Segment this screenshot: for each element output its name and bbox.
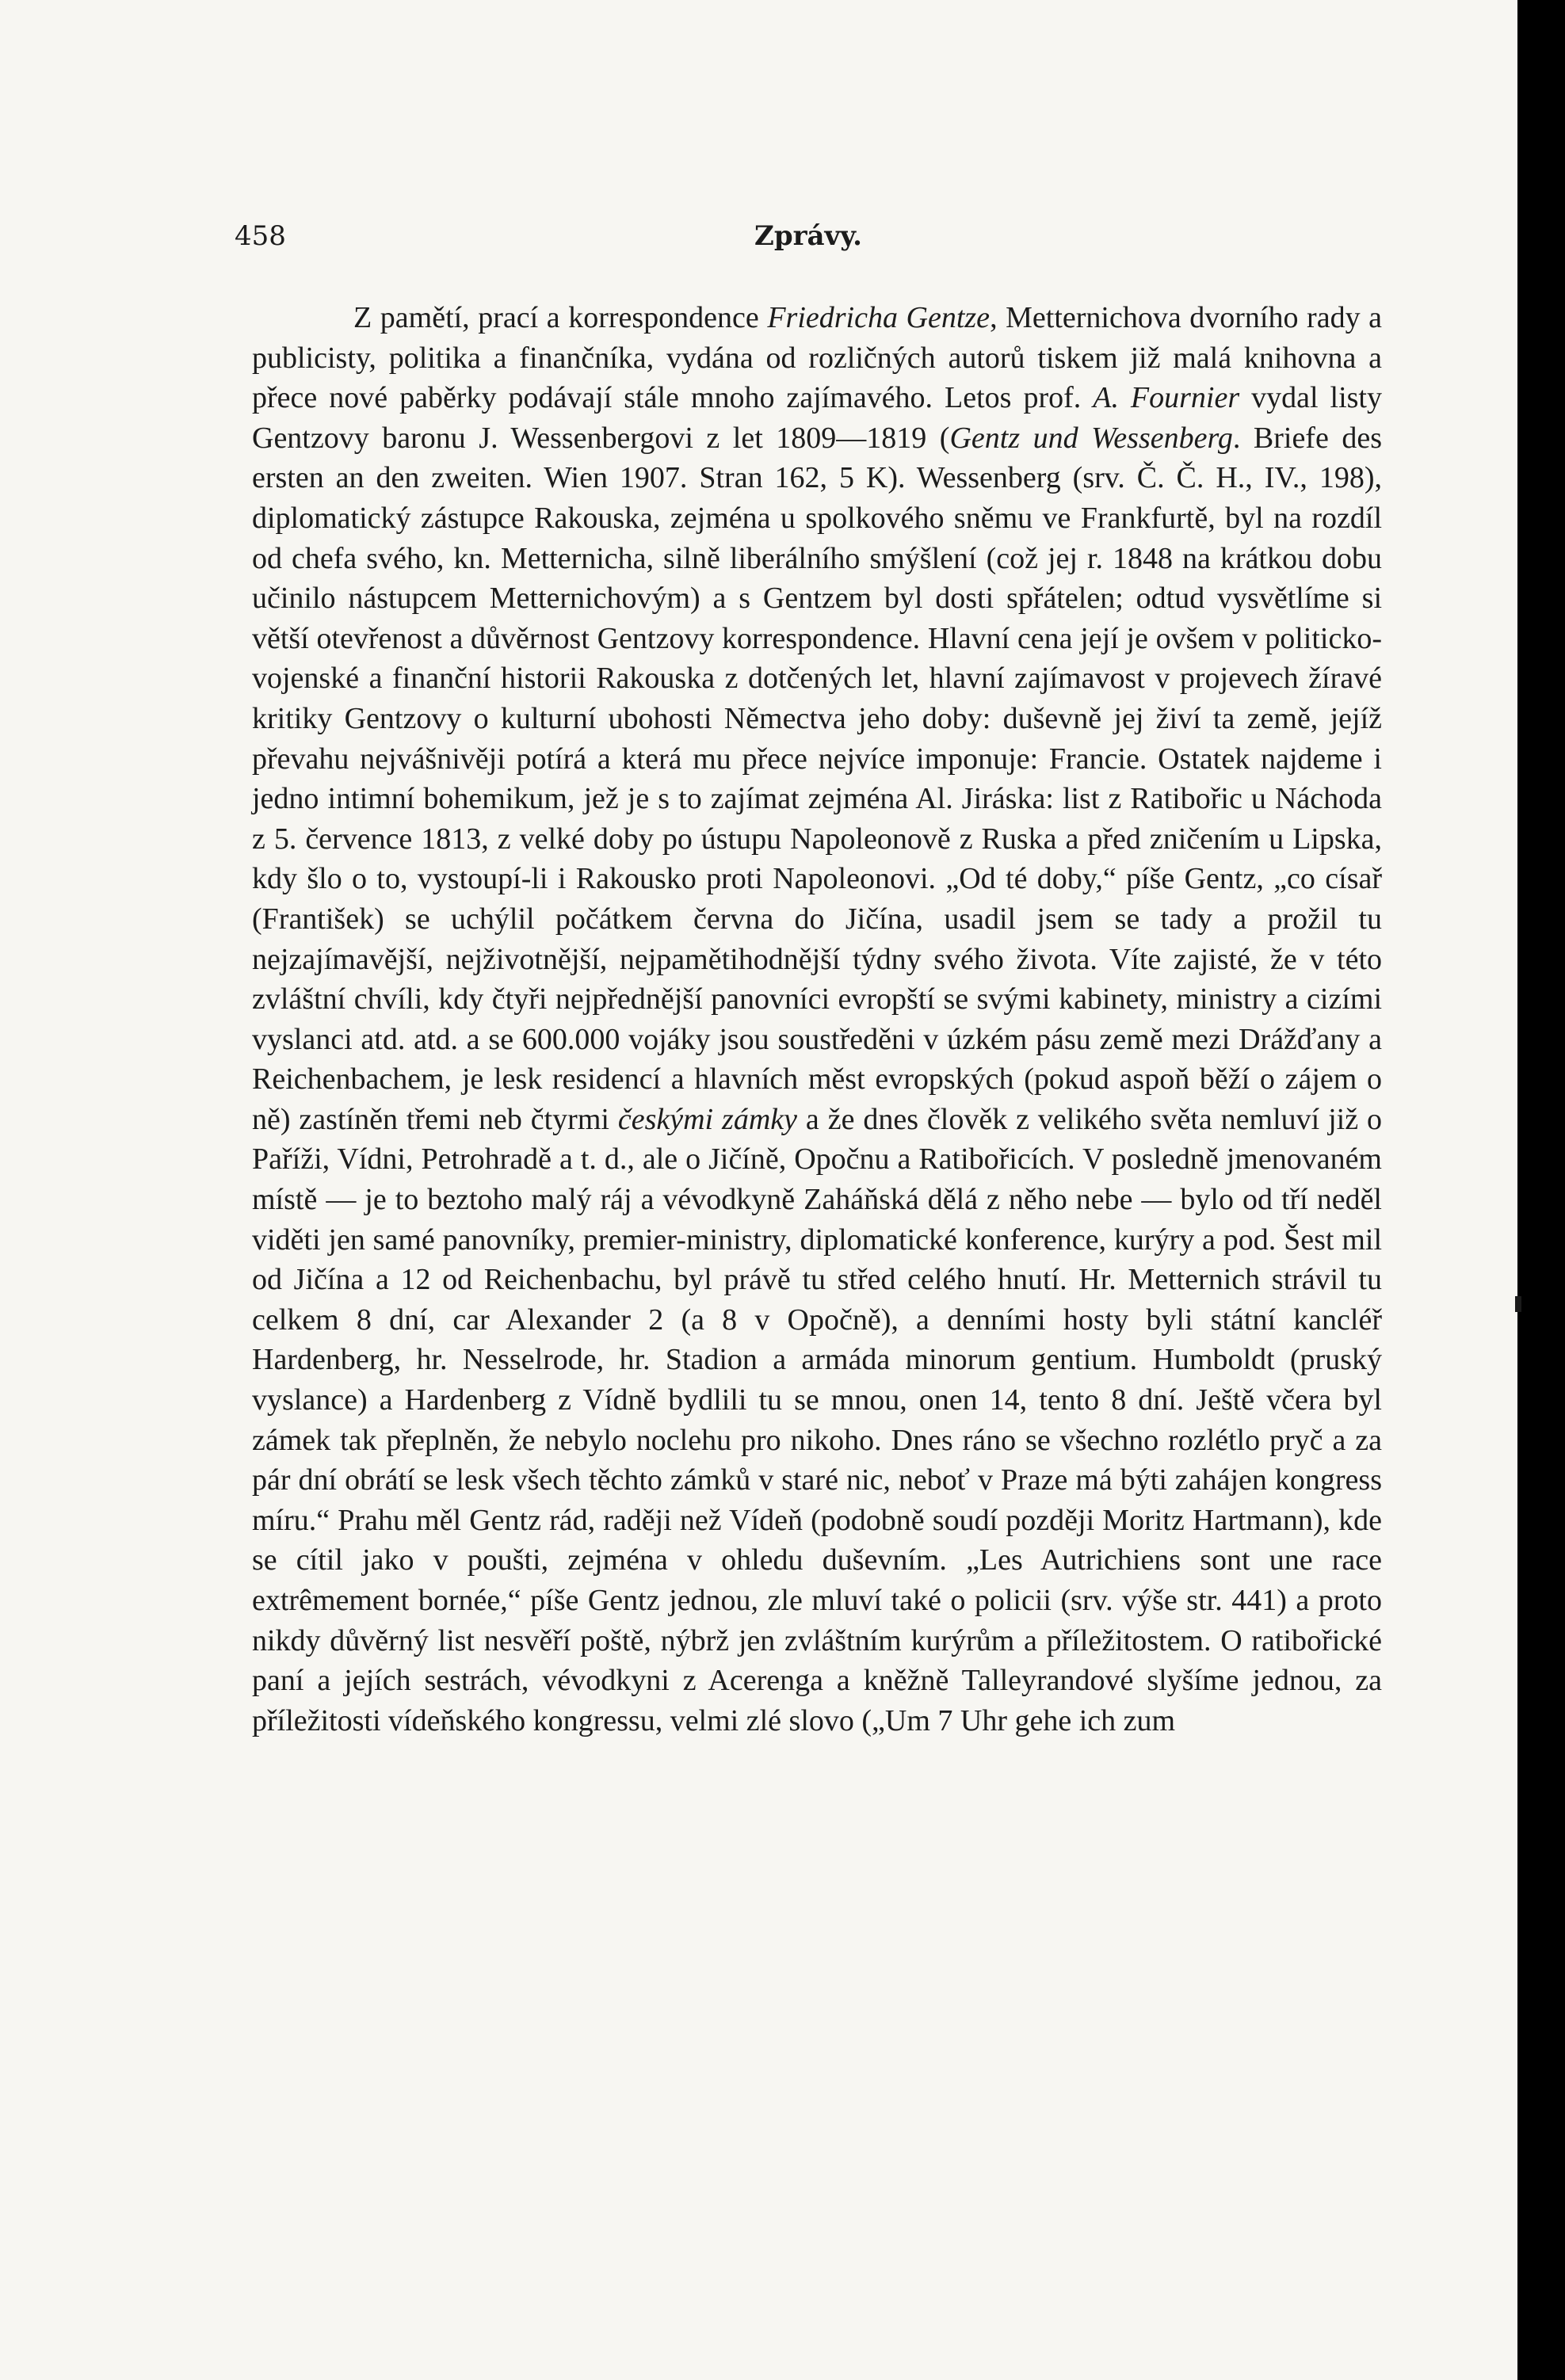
italic-ceske-zamky: českými zámky <box>617 1102 797 1136</box>
page-number: 458 <box>235 220 286 252</box>
running-title: Zprávy. <box>754 220 862 252</box>
text-run: a že dnes člověk z velikého světa nemluví již o Paříži, Vídni, Petrohradě a t. d., ale o Jičíně, Opočnu a Ratibořicích. V posledně jmenovaném místě — je to beztoho malý ráj a vévodkyně Zaháňská dělá z něho nebe — bylo od tří neděl viděti jen samé panovníky, premier-ministry, diplomatické konference, kurýry a pod. Šest mil od Jičína a 12 od Reichenbachu, byl právě tu střed celého hnutí. Hr. Metternich strávil tu celkem 8 dní, car Alexander 2 (a 8 v Opočně), a denními hosty byli státní kancléř Hardenberg, hr. Nesselrode, hr. Stadion a armáda minorum gentium. Humboldt (pruský vyslance) a Hardenberg z Vídně bydlili tu se mnou, onen 14, tento 8 dní. Ještě včera byl zámek tak přeplněn, že nebylo noclehu pro nikoho. Dnes ráno se všechno rozlétlo pryč a za pár dní obrátí se lesk všech těchto zámků v staré nic, neboť v Praze má býti zahájen kongress míru.“ Prahu měl Gentz rád, raději než Vídeň (podobně soudí později Moritz Hartmann), kde se cítil jako v poušti, zejména v ohledu duševním. „Les Autrichiens sont une race extrêmement bornée,“ píše Gentz jednou, zle mluví také o policii (srv. výše str. 441) a proto nikdy důvěrný list nesvěří poště, nýbrž jen zvláštním kurýrům a příležitostem. O ratibořické paní a jejích sestrách, vévodkyni z Acerenga a kněžně Talleyrandové slyšíme jednou, za příležitosti vídeňského kongressu, velmi zlé slovo („Um 7 Uhr gehe ich zum <box>252 1102 1383 1737</box>
page-header <box>235 220 1382 260</box>
text-run: , Metternichova dvorního rady a publicisty, politika a finančníka, vydána od rozličných autorů tiskem již malá knihovna a přece nové paběrky podávají stále mnoho zajímavého. Letos prof. <box>252 301 1383 415</box>
article-body <box>252 298 1382 1741</box>
article-paragraph <box>252 298 1382 1741</box>
text-run: . Briefe des ersten an den zweiten. Wien 1907. Stran 162, 5 K). Wessenberg (srv. Č. Č. H., IV., 198), diplomatický zástupce Rakouska, zejména u spolkového sněmu ve Frankfurtě, byl na rozdíl od chefa svého, kn. Metternicha, silně liberálního smýšlení (což jej r. 1848 na krátkou dobu učinilo nástupcem Metternichovým) a s Gentzem byl dosti spřátelen; odtud vysvětlíme si větší otevřenost a důvěrnost Gentzovy korrespondence. Hlavní cena její je ovšem v politicko-vojenské a finanční historii Rakouska z dotčených let, hlavní zajímavost v projevech žíravé kritiky Gentzovy o kulturní ubohosti Němectva jeho doby: duševně jej živí ta země, jejíž převahu nejvášnivěji potírá a která mu přece nejvíce imponuje: Francie. Ostatek najdeme i jedno intimní bohemikum, jež je s to zajímat zejména Al. Jiráska: list z Ratibořic u Náchoda z 5. července 1813, z velké doby po ústupu Napoleonově z Ruska a před zničením u Lipska, kdy šlo o to, vystoupí-li i Rakousko proti Napoleonovi. „Od té doby,“ píše Gentz, „co císař (František) se uchýlil počátkem června do Jičína, usadil jsem se tady a prožil tu nejzajímavější, nejživotnější, nejpamětihodnější týdny svého života. Víte zajisté, že v této zvláštní chvíli, kdy čtyři nejpřednější panovníci evropští se svými kabinety, ministry a cizími vyslanci atd. atd. a se 600.000 vojáky jsou soustředěni v úzkém pásu země mezi Drážďany a Reichenbachem, je lesk residencí a hlavních měst evropských (pokud aspoň běží o zájem o ně) zastíněn třemi neb čtyrmi <box>252 421 1382 1136</box>
text-run: vydal listy Gentzovy baronu J. Wessenbergovi z let 1809—1819 ( <box>252 381 1382 455</box>
italic-book-title: Gentz und Wessenberg <box>949 421 1233 455</box>
text-run: Z pamětí, prací a korrespondence <box>353 301 768 334</box>
italic-name-fournier: A. Fournier <box>1093 381 1240 415</box>
italic-name-gentz: Friedricha Gentze <box>767 301 991 334</box>
scan-edge-mark <box>1515 1296 1521 1312</box>
